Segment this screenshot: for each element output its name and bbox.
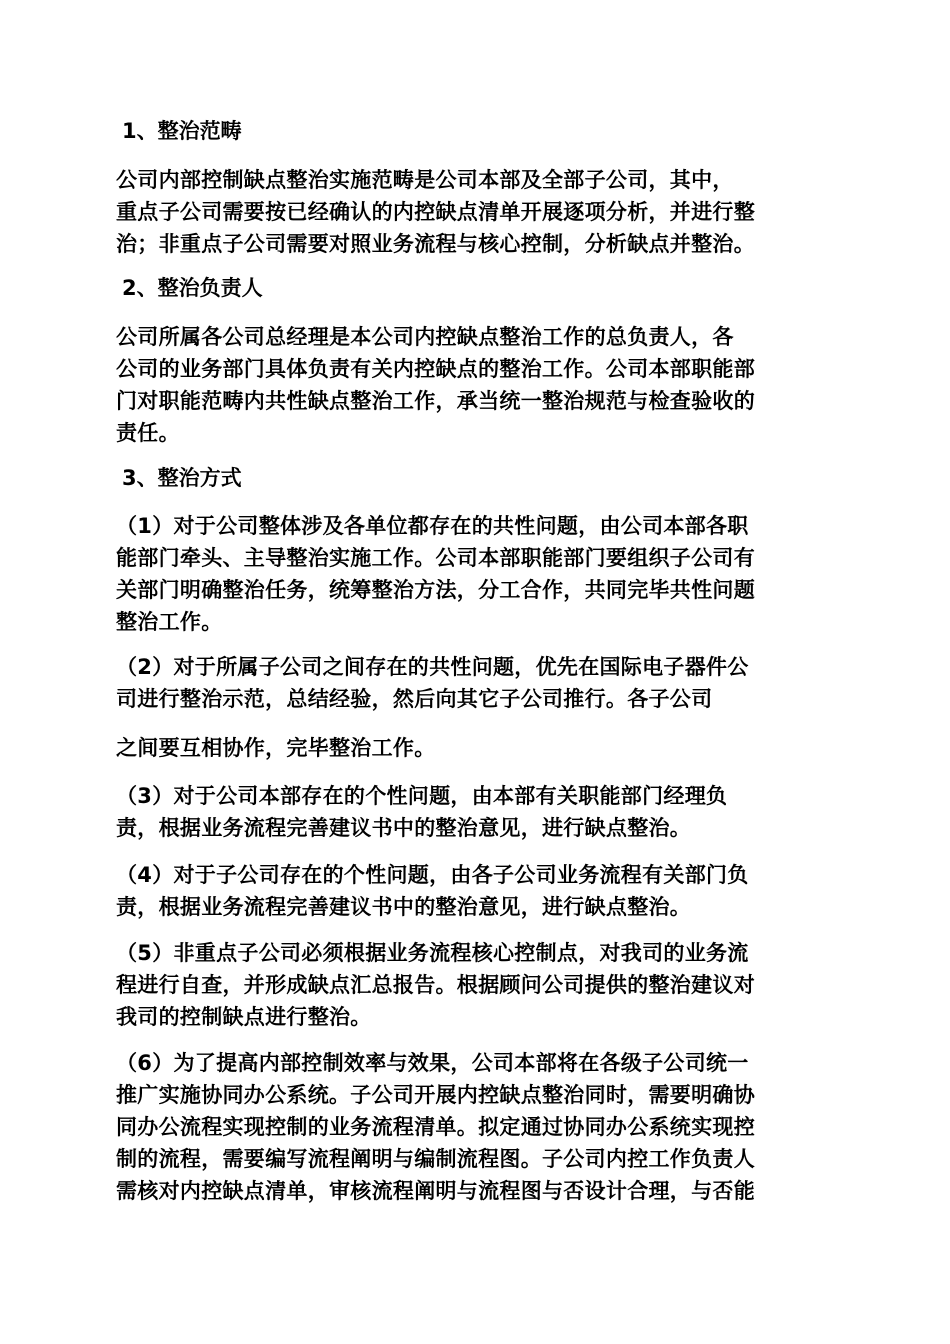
paragraph-responsible xyxy=(116,321,840,449)
text-line: 门对职能范畴内共性缺点整治工作，承当统一整治规范与检查验收的 xyxy=(116,389,755,413)
text-line: 公司内部控制缺点整治实施范畴是公司本部及全部子公司，其中， xyxy=(116,168,734,192)
text-line: 我司的控制缺点进行整治。 xyxy=(116,1005,372,1029)
text-line: 关部门明确整治任务，统筹整治方法，分工合作，共同完毕共性问题 xyxy=(116,578,755,602)
text-line: 责任。 xyxy=(116,421,180,445)
method-item-2 xyxy=(116,651,840,715)
text-line: （1）对于公司整体涉及各单位都存在的共性问题，由公司本部各职 xyxy=(116,514,749,538)
paragraph-scope xyxy=(116,164,840,260)
text-line: 同办公流程实现控制的业务流程清单。拟定通过协同办公系统实现控 xyxy=(116,1115,755,1139)
text-line: （3）对于公司本部存在的个性问题，由本部有关职能部门经理负 xyxy=(116,784,728,808)
text-line: 需核对内控缺点清单，审核流程阐明与流程图与否设计合理，与否能 xyxy=(116,1179,755,1203)
method-item-2-continued xyxy=(116,732,840,764)
text-line: 制的流程，需要编写流程阐明与编制流程图。子公司内控工作负责人 xyxy=(116,1147,755,1171)
text-line: （5）非重点子公司必须根据业务流程核心控制点，对我司的业务流 xyxy=(116,941,749,965)
section-heading-method: 3、整治方式 xyxy=(122,466,242,490)
method-item-6 xyxy=(116,1047,840,1207)
text-line: （4）对于子公司存在的个性问题，由各子公司业务流程有关部门负 xyxy=(116,863,749,887)
text-line: 责，根据业务流程完善建议书中的整治意见，进行缺点整治。 xyxy=(116,895,692,919)
text-line: 程进行自查，并形成缺点汇总报告。根据顾问公司提供的整治建议对 xyxy=(116,973,755,997)
section-heading-responsible: 2、整治负责人 xyxy=(122,276,263,300)
text-line: 推广实施协同办公系统。子公司开展内控缺点整治同时，需要明确协 xyxy=(116,1083,755,1107)
method-item-4 xyxy=(116,859,840,923)
text-line: 公司所属各公司总经理是本公司内控缺点整治工作的总负责人，各 xyxy=(116,325,734,349)
text-line: 治；非重点子公司需要对照业务流程与核心控制，分析缺点并整治。 xyxy=(116,232,755,256)
text-line: 司进行整治示范，总结经验，然后向其它子公司推行。各子公司 xyxy=(116,687,713,711)
method-item-1 xyxy=(116,510,840,638)
text-line: 责，根据业务流程完善建议书中的整治意见，进行缺点整治。 xyxy=(116,816,692,840)
text-line: 整治工作。 xyxy=(116,610,223,634)
text-line: 之间要互相协作，完毕整治工作。 xyxy=(116,736,436,760)
text-line: 重点子公司需要按已经确认的内控缺点清单开展逐项分析，并进行整 xyxy=(116,200,755,224)
text-line: 公司的业务部门具体负责有关内控缺点的整治工作。公司本部职能部 xyxy=(116,357,755,381)
text-line: （6）为了提高内部控制效率与效果，公司本部将在各级子公司统一 xyxy=(116,1051,749,1075)
method-item-5 xyxy=(116,937,840,1033)
section-heading-scope: 1、整治范畴 xyxy=(122,119,242,143)
text-line: （2）对于所属子公司之间存在的共性问题，优先在国际电子器件公 xyxy=(116,655,749,679)
method-item-3 xyxy=(116,780,840,844)
text-line: 能部门牵头、主导整治实施工作。公司本部职能部门要组织子公司有 xyxy=(116,546,755,570)
